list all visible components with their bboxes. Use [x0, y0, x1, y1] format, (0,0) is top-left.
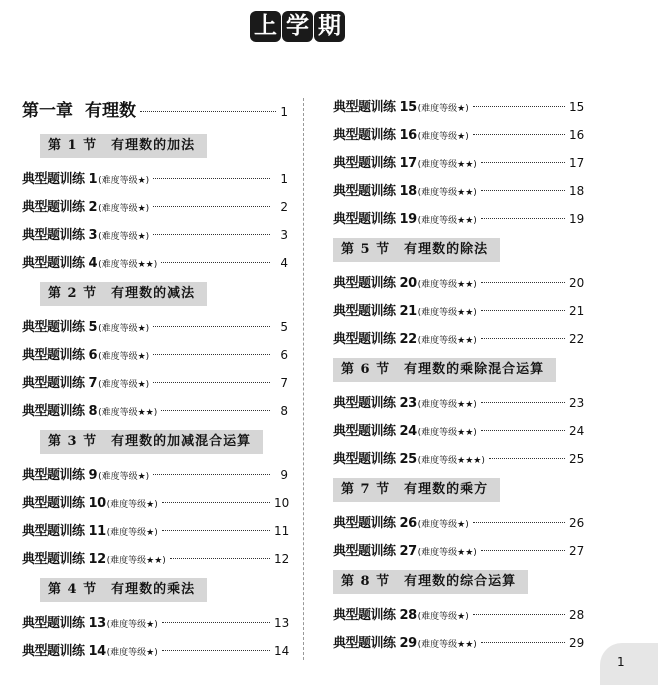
entry-page: 29: [569, 636, 585, 650]
difficulty-rating: (难度等级★★★): [417, 456, 485, 466]
section-title: 有理数的乘除混合运算: [404, 362, 545, 377]
section-number: 第 7 节: [341, 482, 391, 497]
toc-entry[interactable]: [333, 540, 583, 568]
entry-page: 2: [280, 200, 288, 214]
dot-leader: [481, 402, 565, 403]
entry-page: 27: [569, 544, 585, 558]
dot-leader: [481, 642, 565, 643]
dot-leader: [162, 502, 270, 503]
dot-leader: [473, 614, 565, 615]
difficulty-rating: (难度等级★): [106, 648, 158, 658]
dot-leader: [481, 430, 565, 431]
entry-title: 典型题训练 4: [22, 256, 98, 271]
difficulty-rating: (难度等级★): [98, 380, 150, 390]
entry-title: 典型题训练 20: [333, 276, 417, 291]
dot-leader: [481, 190, 565, 191]
entry-title: 典型题训练 13: [22, 616, 106, 631]
chapter-number: 第一章: [22, 101, 73, 121]
entry-page: 13: [274, 616, 290, 630]
entry-title: 典型题训练 11: [22, 524, 106, 539]
entry-page: 11: [274, 524, 290, 538]
dot-leader: [153, 474, 270, 475]
entry-page: 24: [569, 424, 585, 438]
difficulty-rating: (难度等级★): [106, 528, 158, 538]
difficulty-rating: (难度等级★★): [417, 428, 477, 438]
difficulty-rating: (难度等级★★): [417, 188, 477, 198]
dot-leader: [140, 111, 276, 112]
toc-list-right: [333, 96, 583, 660]
difficulty-rating: (难度等级★): [417, 104, 469, 114]
entry-page: 4: [280, 256, 288, 270]
difficulty-rating: (难度等级★★): [98, 408, 158, 418]
entry-page: 1: [280, 172, 288, 186]
toc-entry[interactable]: [22, 168, 288, 196]
entry-page: 14: [274, 644, 290, 658]
dot-leader: [481, 550, 565, 551]
dot-leader: [481, 282, 565, 283]
section-title: 有理数的综合运算: [404, 574, 517, 589]
entry-title: 典型题训练 19: [333, 212, 417, 227]
dot-leader: [481, 338, 565, 339]
entry-title: 典型题训练 24: [333, 424, 417, 439]
section-title: 有理数的乘方: [404, 482, 489, 497]
difficulty-rating: (难度等级★★): [98, 260, 158, 270]
chapter-title: 有理数: [85, 101, 136, 121]
toc-right-column: [333, 96, 583, 660]
section-heading[interactable]: [40, 134, 207, 158]
toc-entry[interactable]: [22, 400, 288, 428]
toc-entry[interactable]: [22, 316, 288, 344]
section-number: 第 6 节: [341, 362, 391, 377]
toc-entry[interactable]: [22, 492, 288, 520]
dot-leader: [153, 382, 270, 383]
dot-leader: [481, 162, 565, 163]
toc-entry[interactable]: [22, 196, 288, 224]
section-title: 有理数的加减混合运算: [111, 434, 252, 449]
section-title: 有理数的乘法: [111, 582, 196, 597]
toc-list-left: [22, 132, 288, 668]
entry-page: 28: [569, 608, 585, 622]
toc-entry[interactable]: [22, 640, 288, 668]
section-title: 有理数的除法: [404, 242, 489, 257]
entry-title: 典型题训练 10: [22, 496, 106, 511]
toc-entry[interactable]: [22, 252, 288, 280]
difficulty-rating: (难度等级★★): [417, 400, 477, 410]
dot-leader: [153, 354, 270, 355]
toc-entry[interactable]: [333, 300, 583, 328]
dot-leader: [153, 206, 270, 207]
section-heading[interactable]: [40, 578, 207, 602]
difficulty-rating: (难度等级★★): [417, 548, 477, 558]
entry-page: 10: [274, 496, 290, 510]
section-heading[interactable]: [40, 282, 207, 306]
dot-leader: [489, 458, 565, 459]
entry-title: 典型题训练 26: [333, 516, 417, 531]
entry-title: 典型题训练 18: [333, 184, 417, 199]
dot-leader: [473, 134, 565, 135]
section-number: 第 4 节: [48, 582, 98, 597]
toc-entry[interactable]: [333, 328, 583, 356]
section-number: 第 1 节: [48, 138, 98, 153]
difficulty-rating: (难度等级★): [106, 500, 158, 510]
entry-title: 典型题训练 1: [22, 172, 98, 187]
entry-title: 典型题训练 8: [22, 404, 98, 419]
difficulty-rating: (难度等级★): [98, 176, 150, 186]
entry-title: 典型题训练 15: [333, 100, 417, 115]
entry-page: 8: [280, 404, 288, 418]
toc-entry[interactable]: [333, 604, 583, 632]
dot-leader: [481, 310, 565, 311]
title-char: 期: [314, 11, 345, 42]
section-number: 第 8 节: [341, 574, 391, 589]
section-title: 有理数的减法: [111, 286, 196, 301]
toc-left-column: [22, 96, 288, 668]
toc-entry[interactable]: [333, 448, 583, 476]
toc-entry[interactable]: [333, 392, 583, 420]
entry-page: 12: [274, 552, 290, 566]
toc-entry[interactable]: [333, 512, 583, 540]
difficulty-rating: (难度等级★★): [106, 556, 166, 566]
dot-leader: [153, 234, 270, 235]
toc-entry[interactable]: [333, 180, 583, 208]
entry-page: 16: [569, 128, 585, 142]
toc-entry[interactable]: [22, 464, 288, 492]
toc-entry[interactable]: [22, 520, 288, 548]
section-number: 第 5 节: [341, 242, 391, 257]
entry-title: 典型题训练 21: [333, 304, 417, 319]
section-heading[interactable]: [333, 238, 500, 262]
entry-page: 6: [280, 348, 288, 362]
section-heading[interactable]: [333, 570, 528, 594]
entry-page: 17: [569, 156, 585, 170]
entry-title: 典型题训练 3: [22, 228, 98, 243]
difficulty-rating: (难度等级★★): [417, 640, 477, 650]
entry-page: 22: [569, 332, 585, 346]
toc-entry[interactable]: [333, 272, 583, 300]
entry-title: 典型题训练 5: [22, 320, 98, 335]
entry-title: 典型题训练 12: [22, 552, 106, 567]
toc-entry[interactable]: [333, 152, 583, 180]
entry-title: 典型题训练 28: [333, 608, 417, 623]
toc-entry[interactable]: [333, 632, 583, 660]
dot-leader: [170, 558, 270, 559]
chapter-page: 1: [280, 105, 288, 119]
entry-page: 18: [569, 184, 585, 198]
entry-title: 典型题训练 22: [333, 332, 417, 347]
difficulty-rating: (难度等级★): [417, 132, 469, 142]
chapter-heading[interactable]: [22, 96, 288, 126]
toc-entry[interactable]: [22, 224, 288, 252]
entry-title: 典型题训练 16: [333, 128, 417, 143]
page-number-tab: [600, 643, 658, 685]
dot-leader: [153, 326, 270, 327]
entry-title: 典型题训练 27: [333, 544, 417, 559]
toc-entry[interactable]: [22, 372, 288, 400]
entry-page: 25: [569, 452, 585, 466]
dot-leader: [162, 650, 270, 651]
difficulty-rating: (难度等级★): [98, 324, 150, 334]
section-number: 第 2 节: [48, 286, 98, 301]
entry-title: 典型题训练 29: [333, 636, 417, 651]
entry-page: 23: [569, 396, 585, 410]
entry-title: 典型题训练 23: [333, 396, 417, 411]
section-number: 第 3 节: [48, 434, 98, 449]
difficulty-rating: (难度等级★★): [417, 308, 477, 318]
dot-leader: [481, 218, 565, 219]
toc-entry[interactable]: [22, 548, 288, 576]
difficulty-rating: (难度等级★): [98, 472, 150, 482]
difficulty-rating: (难度等级★): [417, 520, 469, 530]
entry-title: 典型题训练 6: [22, 348, 98, 363]
entry-title: 典型题训练 2: [22, 200, 98, 215]
title-char: 上: [250, 11, 281, 42]
section-heading[interactable]: [40, 430, 263, 454]
difficulty-rating: (难度等级★★): [417, 216, 477, 226]
toc-entry[interactable]: [333, 96, 583, 124]
entry-page: 3: [280, 228, 288, 242]
semester-title: [250, 11, 345, 42]
entry-page: 9: [280, 468, 288, 482]
entry-page: 5: [280, 320, 288, 334]
entry-title: 典型题训练 25: [333, 452, 417, 467]
toc-entry[interactable]: [22, 612, 288, 640]
entry-page: 15: [569, 100, 585, 114]
difficulty-rating: (难度等级★): [98, 204, 150, 214]
entry-page: 20: [569, 276, 585, 290]
dot-leader: [473, 522, 565, 523]
entry-page: 21: [569, 304, 585, 318]
entry-page: 26: [569, 516, 585, 530]
section-heading[interactable]: [333, 358, 556, 382]
difficulty-rating: (难度等级★★): [417, 280, 477, 290]
difficulty-rating: (难度等级★): [98, 232, 150, 242]
entry-title: 典型题训练 7: [22, 376, 98, 391]
entry-title: 典型题训练 9: [22, 468, 98, 483]
toc-entry[interactable]: [333, 124, 583, 152]
entry-page: 19: [569, 212, 585, 226]
difficulty-rating: (难度等级★): [417, 612, 469, 622]
dot-leader: [153, 178, 270, 179]
dot-leader: [473, 106, 565, 107]
dot-leader: [162, 530, 270, 531]
toc-entry[interactable]: [333, 208, 583, 236]
difficulty-rating: (难度等级★★): [417, 336, 477, 346]
toc-entry[interactable]: [22, 344, 288, 372]
entry-title: 典型题训练 14: [22, 644, 106, 659]
entry-title: 典型题训练 17: [333, 156, 417, 171]
page-number: 1: [617, 655, 625, 669]
column-divider: [303, 98, 304, 660]
dot-leader: [162, 622, 270, 623]
dot-leader: [161, 262, 270, 263]
section-title: 有理数的加法: [111, 138, 196, 153]
entry-page: 7: [280, 376, 288, 390]
dot-leader: [161, 410, 270, 411]
section-heading[interactable]: [333, 478, 500, 502]
difficulty-rating: (难度等级★★): [417, 160, 477, 170]
difficulty-rating: (难度等级★): [98, 352, 150, 362]
difficulty-rating: (难度等级★): [106, 620, 158, 630]
toc-entry[interactable]: [333, 420, 583, 448]
title-char: 学: [282, 11, 313, 42]
